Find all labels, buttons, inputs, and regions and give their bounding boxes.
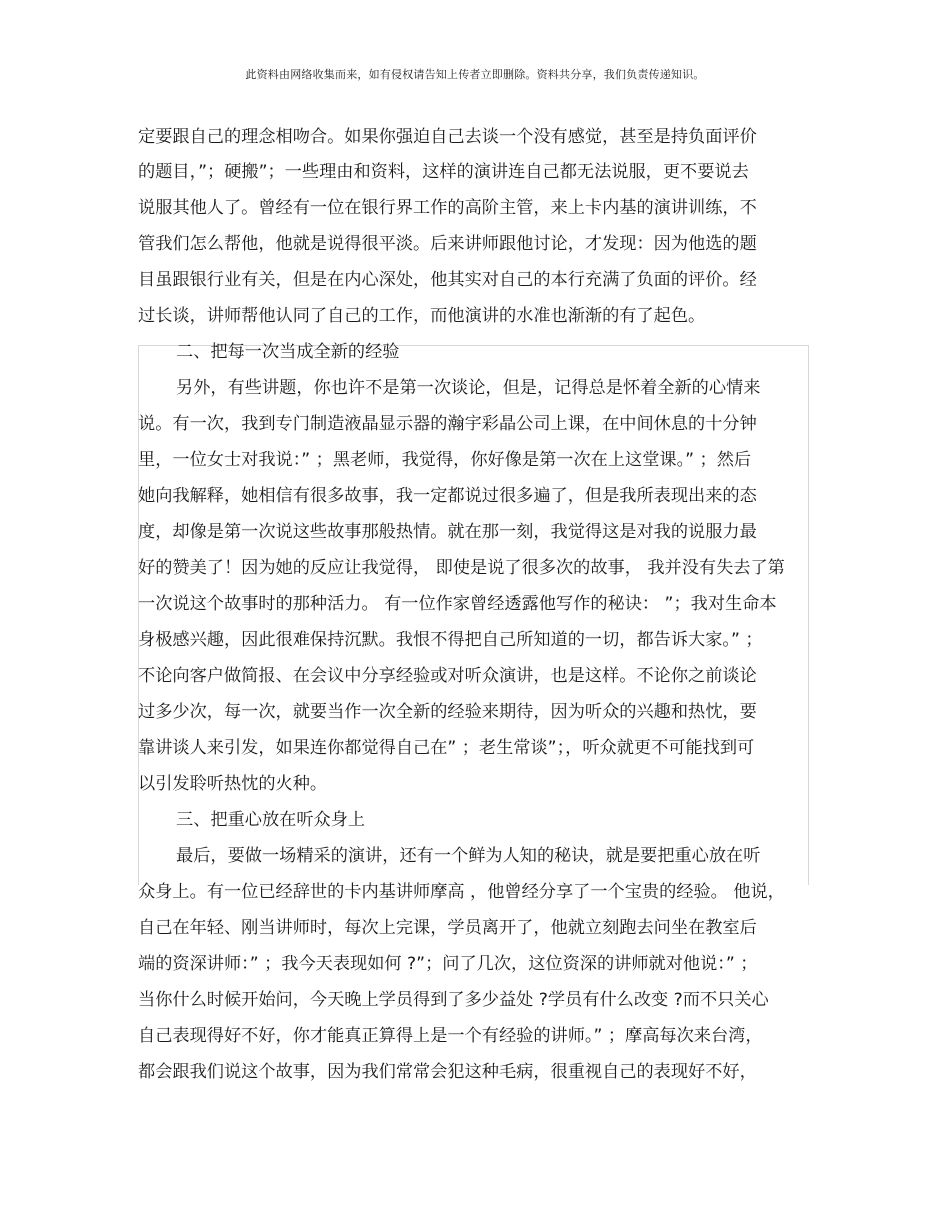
paragraph-line: 自己表现得好不好，你才能真正算得上是一个有经验的讲师。” ；摩高每次来台湾， xyxy=(138,1026,763,1046)
paragraph-line: 目虽跟银行业有关，但是在内心深处，他其实对自己的本行充满了负面的评价。经 xyxy=(138,270,757,290)
paragraph-line: 另外，有些讲题，你也许不是第一次谈论，但是，记得总是怀着全新的心情来 xyxy=(176,378,761,398)
paragraph-line: 不论向客户做简报、在会议中分享经验或对听众演讲，也是这样。不论你之前谈论 xyxy=(138,666,757,686)
paragraph-line: 定要跟自己的理念相吻合。如果你强迫自己去谈一个没有感觉，甚至是持负面评价 xyxy=(138,127,757,147)
paragraph-line: 说。有一次，我到专门制造液晶显示器的瀚宇彩晶公司上课，在中间休息的十分钟 xyxy=(138,414,757,434)
paragraph-line: 好的赞美了！因为她的反应让我觉得， 即使是说了很多次的故事， 我并没有失去了第 xyxy=(138,558,785,578)
paragraph-line: 最后，要做一场精采的演讲，还有一个鲜为人知的秘诀，就是要把重心放在听 xyxy=(176,846,761,866)
paragraph-line: 当你什么时候开始问，今天晚上学员得到了多少益处 ?学员有什么改变 ?而不只关心 xyxy=(138,990,769,1010)
paragraph-line: 端的资深讲师：” ；我今天表现如何 ?”；问了几次，这位资深的讲师就对他说：” ； xyxy=(138,954,758,974)
copyright-notice: 此资料由网络收集而来，如有侵权请告知上传者立即删除。资料共分享，我们负责传递知识。 xyxy=(245,68,705,81)
paragraph-line: 过长谈，讲师帮他认同了自己的工作，而他演讲的水准也渐渐的有了起色。 xyxy=(138,306,706,326)
paragraph-line: 里，一位女士对我说：” ；黑老师，我觉得，你好像是第一次在上这堂课。” ；然后 xyxy=(138,450,752,470)
paragraph-line: 众身上。有一位已经辞世的卡内基讲师摩高 ，他曾经分享了一个宝贵的经验。 他说， xyxy=(138,882,785,902)
paragraph-line: 靠讲谈人来引发，如果连你都觉得自己在” ；老生常谈”；，听众就更不可能找到可 xyxy=(138,738,755,758)
paragraph-line: 以引发聆听热忱的火种。 xyxy=(138,774,328,794)
paragraph-line: 的题目，”；硬搬”；一些理由和资料，这样的演讲连自己都无法说服，更不要说去 xyxy=(138,162,749,182)
paragraph-line: 说服其他人了。曾经有一位在银行界工作的高阶主管，来上卡内基的演讲训练，不 xyxy=(138,198,757,218)
paragraph-line: 度，却像是第一次说这些故事那般热情。就在那一刻，我觉得这是对我的说服力最 xyxy=(138,522,757,542)
paragraph-line: 身极感兴趣，因此很难保持沉默。我恨不得把自己所知道的一切，都告诉大家。” ； xyxy=(138,630,763,650)
section-heading: 二、把每一次当成全新的经验 xyxy=(176,342,400,362)
paragraph-line: 自己在年轻、刚当讲师时，每次上完课，学员离开了，他就立刻跑去问坐在教室后 xyxy=(138,918,757,938)
section-heading: 三、把重心放在听众身上 xyxy=(176,810,366,830)
paragraph-line: 一次说这个故事时的那种活力。 有一位作家曾经透露他写作的秘诀： ”；我对生命本 xyxy=(138,594,777,614)
paragraph-line: 管我们怎么帮他，他就是说得很平淡。后来讲师跟他讨论，才发现：因为他选的题 xyxy=(138,234,757,254)
paragraph-line: 过多少次，每一次，就要当作一次全新的经验来期待，因为听众的兴趣和热忱，要 xyxy=(138,702,757,722)
paragraph-line: 她向我解释，她相信有很多故事，我一定都说过很多遍了，但是我所表现出来的态 xyxy=(138,486,757,506)
paragraph-line: 都会跟我们说这个故事，因为我们常常会犯这种毛病，很重视自己的表现好不好， xyxy=(138,1062,757,1082)
